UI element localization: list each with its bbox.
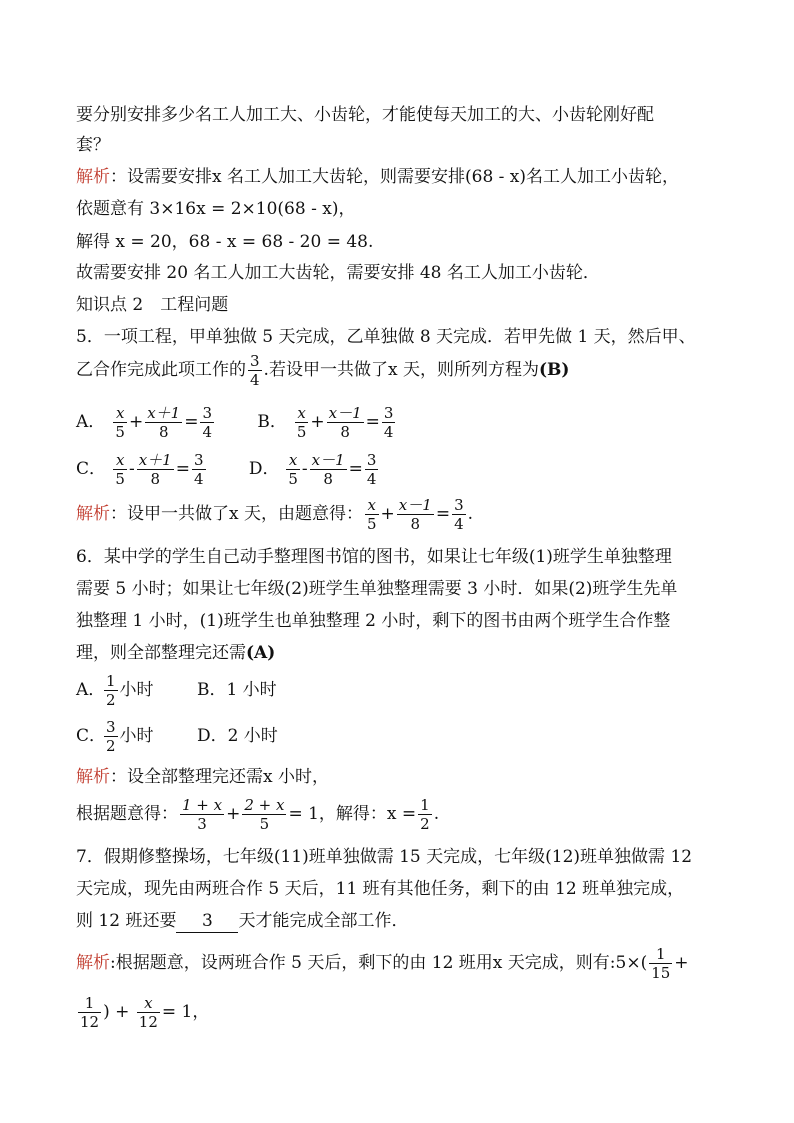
question-7-line: 7．假期修整操场，七年级(11)班单独做需 15 天完成，七年级(12)班单独做需 12 [76, 847, 693, 867]
fraction: $\frac{3}{4}$ [202, 404, 213, 441]
fraction: $\frac{x-1}{8}$ [311, 451, 345, 488]
solution-text: ：设需要安排x 名工人加工大齿轮，则需要安排(68 - x)名工人加工小齿轮， [110, 167, 680, 187]
plus-sign: + [310, 412, 325, 432]
solution-text: ) + [103, 1002, 135, 1022]
fraction: $\frac{3}{4}$ [454, 496, 464, 533]
equals-sign: = [365, 412, 380, 432]
fraction-3-4: $\frac{3}{4}$ [250, 352, 260, 389]
fraction-1-15: $\frac{1}{15}$ [651, 945, 671, 982]
period: . [433, 804, 440, 824]
option-a-label: A． [76, 680, 106, 700]
option-b-text: B．1 小时 [196, 680, 277, 700]
q7-text: 则 12 班还要 [76, 911, 177, 931]
fraction: $\frac{3}{4}$ [193, 451, 204, 488]
answer-blank: 3 [176, 910, 238, 933]
fraction: $\frac{x+1}{8}$ [147, 404, 181, 441]
solution-line [76, 166, 679, 188]
question-7-line [76, 910, 408, 933]
plus-sign: + [674, 953, 689, 973]
option-row [76, 404, 397, 441]
text-line: 解得 x = 20，68 - x = 68 - 20 = 48. [76, 232, 374, 252]
q7-text: 天才能完成全部工作． [238, 911, 409, 931]
solution-text: ：设全部整理完还需x 小时， [110, 767, 329, 787]
answer-label: (A) [246, 643, 276, 663]
option-row [76, 718, 278, 755]
fraction: $\frac{x}{5}$ [296, 404, 307, 441]
solution-text: ：设甲一共做了x 天，由题意得： [110, 504, 363, 524]
fraction: $\frac{2 + x}{5}$ [244, 796, 285, 833]
question-6-line: 6．某中学的学生自己动手整理图书馆的图书，如果让七年级(1)班学生单独整理 [76, 547, 672, 567]
fraction: $\frac{3}{4}$ [383, 404, 394, 441]
section-heading: 知识点 2 工程问题 [76, 295, 229, 315]
solution-line [76, 766, 329, 788]
solution-line [76, 496, 473, 533]
q5-text: .若设甲一共做了x 天，则所列方程为 [263, 360, 539, 380]
fraction: $\frac{x}{5}$ [115, 404, 125, 441]
option-a-label: A． [76, 412, 106, 432]
solution-text: = 1，解得：x = [288, 804, 417, 824]
question-5-line: 5．一项工程，甲单独做 5 天完成，乙单独做 8 天完成．若甲先做 1 天，然后甲、 [76, 327, 696, 347]
analysis-label: 解析 [76, 767, 110, 787]
analysis-label: 解析 [76, 504, 110, 524]
option-a-text: 小时 [119, 680, 154, 700]
equals-sign: = [175, 459, 190, 479]
option-c-label: C． [76, 459, 107, 479]
q5-text: 乙合作完成此项工作的 [76, 360, 246, 380]
fraction-x-12: $\frac{x}{12}$ [138, 994, 158, 1031]
fraction-1-12: $\frac{1}{12}$ [80, 994, 100, 1031]
text-line: 要分别安排多少名工人加工大、小齿轮，才能使每天加工的大、小齿轮刚好配 [76, 105, 654, 125]
text-line: 依题意有 3×16x = 2×10(68 - x)， [76, 199, 356, 219]
fraction-1-2: $\frac{1}{2}$ [106, 672, 116, 709]
fraction: $\frac{x}{5}$ [367, 496, 377, 533]
option-b-label: B． [257, 412, 287, 432]
fraction: $\frac{x-1}{8}$ [398, 496, 432, 533]
equals-sign: = [435, 504, 451, 524]
question-7-line: 天完成，现先由两班合作 5 天后，11 班有其他任务，剩下的由 12 班单独完成， [76, 879, 685, 899]
fraction: $\frac{3}{4}$ [366, 451, 377, 488]
minus-sign: - [301, 459, 308, 479]
fraction: $\frac{x+1}{8}$ [138, 451, 172, 488]
text-line: 故需要安排 20 名工人加工大齿轮，需要安排 48 名工人加工小齿轮． [76, 263, 600, 283]
option-row [76, 672, 277, 709]
solution-line [76, 796, 439, 833]
fraction: $\frac{x-1}{8}$ [328, 404, 362, 441]
minus-sign: - [128, 459, 135, 479]
solution-line [76, 994, 209, 1031]
question-6-line [76, 642, 275, 664]
q6-text: 理，则全部整理完还需 [76, 643, 246, 663]
option-c-label: C． [76, 726, 107, 746]
fraction-1-2: $\frac{1}{2}$ [420, 796, 430, 833]
equals-sign: = [348, 459, 363, 479]
fraction: $\frac{1 + x}{3}$ [182, 796, 223, 833]
option-c-text: 小时 [119, 726, 154, 746]
question-5-line [76, 352, 569, 389]
fraction: $\frac{x}{5}$ [115, 451, 125, 488]
analysis-label: 解析 [76, 167, 110, 187]
fraction-3-2: $\frac{3}{2}$ [106, 718, 116, 755]
equals-sign: = [184, 412, 199, 432]
plus-sign: + [380, 504, 395, 524]
text-line: 套？ [76, 135, 110, 155]
option-d-text: D．2 小时 [196, 726, 278, 746]
solution-text: :根据题意，设两班合作 5 天后，剩下的由 12 班用x 天完成，则有:5×( [110, 953, 648, 973]
option-d-label: D． [248, 459, 280, 479]
solution-text: 根据题意得： [76, 804, 178, 824]
answer-label: (B) [538, 360, 570, 380]
option-row [76, 451, 380, 488]
question-6-line: 需要 5 小时；如果让七年级(2)班学生单独整理需要 3 小时．如果(2)班学生先单 [76, 579, 678, 599]
analysis-label: 解析 [76, 953, 110, 973]
fraction: $\frac{x}{5}$ [288, 451, 298, 488]
solution-line [76, 945, 689, 982]
solution-text: = 1， [161, 1002, 210, 1022]
plus-sign: + [128, 412, 144, 432]
plus-sign: + [226, 804, 241, 824]
period: . [467, 504, 474, 524]
question-6-line: 独整理 1 小时，(1)班学生也单独整理 2 小时，剩下的图书由两个班学生合作整 [76, 611, 671, 631]
